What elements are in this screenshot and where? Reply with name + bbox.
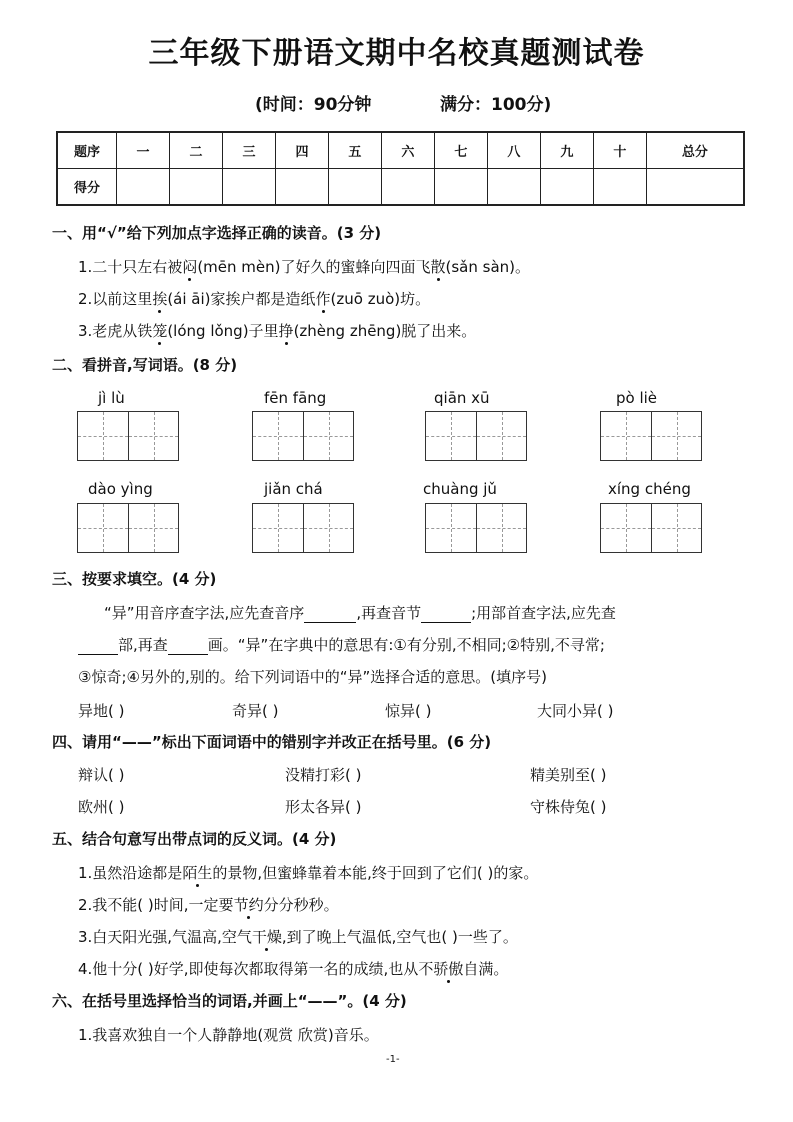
pinyin-label: qiān xū bbox=[434, 389, 490, 407]
s3-paragraph-line-2 bbox=[78, 634, 605, 655]
pinyin-label: jì lù bbox=[98, 389, 125, 407]
section-4-heading: 四、请用“——”标出下面词语中的错别字并改正在括号里。(6 分) bbox=[52, 733, 492, 751]
s5-q4-dotted-word: 骄傲 bbox=[433, 960, 464, 978]
section-3-heading: 三、按要求填空。(4 分) bbox=[52, 570, 217, 588]
pinyin-label: dào yìng bbox=[88, 480, 153, 498]
score-input-cell[interactable] bbox=[487, 169, 540, 206]
pinyin-label: jiǎn chá bbox=[264, 480, 323, 498]
s4-word-item[interactable]: 欧州( ) bbox=[78, 798, 125, 816]
s1-q1-dotted-char: 闷 bbox=[182, 258, 198, 276]
pinyin-label: pò liè bbox=[616, 389, 658, 407]
score-header-cell: 九 bbox=[540, 132, 593, 169]
s1-q2-text-c[interactable]: (ái āi)家挨户都是造纸 bbox=[167, 290, 316, 308]
s5-q2-dotted-word: 节约 bbox=[233, 896, 264, 914]
s6-question-1[interactable]: 1.我喜欢独自一个人静静地(观赏 欣赏)音乐。 bbox=[78, 1026, 379, 1044]
s3-p1-text-c: ;用部首查字法,应先查 bbox=[471, 604, 616, 622]
score-header-cell: 题序 bbox=[57, 132, 117, 169]
s4-word-item[interactable]: 守株侍兔( ) bbox=[530, 798, 607, 816]
section-5-heading: 五、结合句意写出带点词的反义词。(4 分) bbox=[52, 830, 337, 848]
s4-word-item[interactable]: 辩认( ) bbox=[78, 766, 125, 784]
s4-word-item[interactable]: 没精打彩( ) bbox=[285, 766, 362, 784]
score-input-cell[interactable] bbox=[593, 169, 646, 206]
section-1-heading: 一、用“√”给下列加点字选择正确的读音。(3 分) bbox=[52, 224, 382, 242]
score-table-header-row bbox=[57, 132, 744, 169]
full-score: 满分：100分) bbox=[440, 95, 552, 115]
s5-q3-dotted-word: 干燥 bbox=[251, 928, 282, 946]
score-header-cell: 六 bbox=[381, 132, 434, 169]
score-table-score-row bbox=[57, 169, 744, 206]
s1-q1-dotted-char-2: 散 bbox=[430, 258, 446, 276]
writing-grid[interactable] bbox=[425, 411, 527, 461]
score-header-cell: 十 bbox=[593, 132, 646, 169]
score-header-cell: 三 bbox=[222, 132, 275, 169]
writing-grid[interactable] bbox=[600, 411, 702, 461]
score-table bbox=[56, 131, 745, 206]
score-row-label: 得分 bbox=[57, 169, 117, 206]
score-input-cell[interactable] bbox=[117, 169, 170, 206]
s5-q3-text-c[interactable]: ,到了晚上气温低,空气也( )一些了。 bbox=[281, 928, 518, 946]
time-limit: (时间：90分钟 bbox=[255, 95, 372, 115]
s5-q4-text-c: 自满。 bbox=[463, 960, 509, 978]
s1-question-3 bbox=[78, 320, 476, 341]
section-2-heading: 二、看拼音,写词语。(8 分) bbox=[52, 356, 238, 374]
page-number: -1- bbox=[386, 1054, 400, 1065]
writing-grid[interactable] bbox=[252, 411, 354, 461]
score-input-cell[interactable] bbox=[222, 169, 275, 206]
s3-word-item[interactable]: 大同小异( ) bbox=[537, 702, 614, 720]
s5-question-2 bbox=[78, 894, 339, 915]
score-header-cell: 五 bbox=[328, 132, 381, 169]
s1-q2-dotted-char-2: 作 bbox=[315, 290, 331, 308]
score-input-cell[interactable] bbox=[646, 169, 744, 206]
s3-p2-text-a: 部,再查 bbox=[118, 636, 168, 654]
s5-q3-text-a: 3.白天阳光强,气温高,空气 bbox=[78, 928, 252, 946]
writing-grid[interactable] bbox=[77, 411, 179, 461]
score-input-cell[interactable] bbox=[540, 169, 593, 206]
blank-field[interactable] bbox=[304, 604, 356, 623]
score-header-cell: 一 bbox=[117, 132, 170, 169]
s1-q3-text-a: 3.老虎从铁 bbox=[78, 322, 153, 340]
writing-grid[interactable] bbox=[77, 503, 179, 553]
s1-question-2 bbox=[78, 288, 430, 309]
pinyin-label: chuàng jǔ bbox=[423, 480, 497, 498]
blank-field[interactable] bbox=[421, 604, 471, 623]
score-input-cell[interactable] bbox=[381, 169, 434, 206]
s1-q2-text-a: 2.以前这里 bbox=[78, 290, 153, 308]
s1-q3-dotted-char: 笼 bbox=[152, 322, 168, 340]
score-input-cell[interactable] bbox=[169, 169, 222, 206]
s5-q1-text-c[interactable]: 的景物,但蜜蜂靠着本能,终于回到了它们( )的家。 bbox=[212, 864, 539, 882]
score-header-cell: 二 bbox=[169, 132, 222, 169]
s5-q1-text-a: 1.虽然沿途都是 bbox=[78, 864, 183, 882]
s5-q1-dotted-word: 陌生 bbox=[182, 864, 213, 882]
score-header-cell: 四 bbox=[275, 132, 328, 169]
page-title: 三年级下册语文期中名校真题测试卷 bbox=[148, 36, 645, 71]
blank-field[interactable] bbox=[168, 636, 208, 655]
s5-question-1 bbox=[78, 862, 538, 883]
score-input-cell[interactable] bbox=[275, 169, 328, 206]
s1-q1-text-e[interactable]: (sǎn sàn)。 bbox=[445, 258, 531, 276]
s3-word-item[interactable]: 惊异( ) bbox=[385, 702, 432, 720]
section-6-heading: 六、在括号里选择恰当的词语,并画上“——”。(4 分) bbox=[52, 992, 407, 1010]
s5-q2-text-c: 分分秒秒。 bbox=[263, 896, 339, 914]
s1-q2-dotted-char: 挨 bbox=[152, 290, 168, 308]
s4-word-item[interactable]: 精美别至( ) bbox=[530, 766, 607, 784]
s3-p2-text-b: 画。“异”在字典中的意思有:①有分别,不相同;②特别,不寻常; bbox=[207, 636, 605, 654]
s1-q1-text-c[interactable]: (mēn mèn)了好久的蜜蜂向四面飞 bbox=[197, 258, 431, 276]
writing-grid[interactable] bbox=[425, 503, 527, 553]
s1-question-1 bbox=[78, 256, 530, 277]
score-input-cell[interactable] bbox=[328, 169, 381, 206]
s3-paragraph-line-1 bbox=[104, 602, 616, 623]
pinyin-label: xíng chéng bbox=[608, 480, 691, 498]
s5-q4-text-a[interactable]: 4.他十分( )好学,即使每次都取得第一名的成绩,也从不 bbox=[78, 960, 434, 978]
s1-q3-text-c[interactable]: (lóng lǒng)子里 bbox=[167, 322, 279, 340]
s1-q2-text-e[interactable]: (zuō zuò)坊。 bbox=[330, 290, 431, 308]
s3-p1-text-a: “异”用音序查字法,应先查音序 bbox=[104, 604, 305, 622]
s4-word-item[interactable]: 形太各异( ) bbox=[285, 798, 362, 816]
writing-grid[interactable] bbox=[600, 503, 702, 553]
score-header-cell: 八 bbox=[487, 132, 540, 169]
s3-word-item[interactable]: 奇异( ) bbox=[232, 702, 279, 720]
writing-grid[interactable] bbox=[252, 503, 354, 553]
pinyin-label: fēn fāng bbox=[264, 389, 327, 407]
s5-question-3 bbox=[78, 926, 518, 947]
s3-word-item[interactable]: 异地( ) bbox=[78, 702, 125, 720]
blank-field[interactable] bbox=[78, 636, 118, 655]
score-header-cell: 七 bbox=[434, 132, 487, 169]
s5-q2-text-a[interactable]: 2.我不能( )时间,一定要 bbox=[78, 896, 234, 914]
s3-paragraph-line-3: ③惊奇;④另外的,别的。给下列词语中的“异”选择合适的意思。(填序号) bbox=[78, 668, 547, 686]
s1-q3-dotted-char-2: 挣 bbox=[278, 322, 294, 340]
s3-p1-text-b: ,再查音节 bbox=[356, 604, 422, 622]
s1-q3-text-e[interactable]: (zhèng zhēng)脱了出来。 bbox=[293, 322, 477, 340]
s5-question-4 bbox=[78, 958, 508, 979]
score-header-cell: 总分 bbox=[646, 132, 744, 169]
s1-q1-text-a: 1.二十只左右被 bbox=[78, 258, 183, 276]
score-input-cell[interactable] bbox=[434, 169, 487, 206]
